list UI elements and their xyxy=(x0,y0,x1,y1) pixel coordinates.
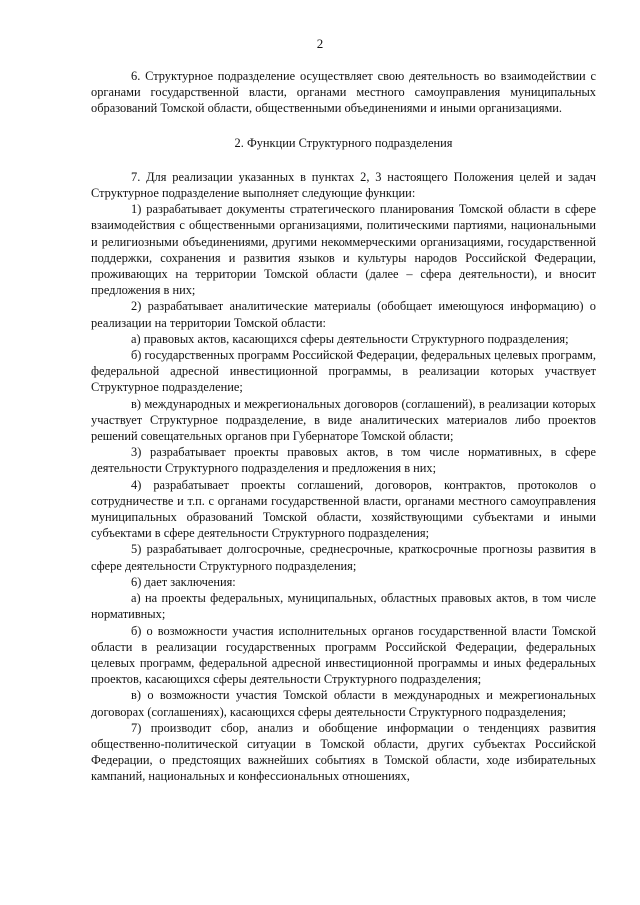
paragraph-7: 7. Для реализации указанных в пунктах 2, 3 настоящего Положения целей и задач Структурное подразделение выполняет следующие функции: xyxy=(91,169,596,201)
function-7: 7) производит сбор, анализ и обобщение информации о тенденциях развития общественно-политической ситуации в Томской области, других субъектах Российской Федерации, о предстоящих важнейших событиях в Томской области, ходе избирательных кампаний, национальных и конфессиональных отношениях, xyxy=(91,720,596,784)
function-5: 5) разрабатывает долгосрочные, среднесрочные, краткосрочные прогнозы развития в сфере деятельности Структурного подразделения; xyxy=(91,542,596,573)
function-6-b: б) о возможности участия исполнительных органов государственной власти Томской области в реализации государственных программ Российской Федерации, федеральных целевых программ, федеральной адресной инвестиционной программы и иных федеральных проектов, касающихся сферы деятельности Структурного подразделения; xyxy=(91,623,596,687)
function-2-a: а) правовых актов, касающихся сферы деятельности Структурного подразделения; xyxy=(131,331,569,346)
document-body xyxy=(91,68,596,785)
function-6-v: в) о возможности участия Томской области в международных и межрегиональных договорах (соглашениях), касающихся сферы деятельности Структурного подразделения; xyxy=(91,688,596,719)
section-heading: 2. Функции Структурного подразделения xyxy=(234,135,453,150)
page-number: 2 xyxy=(316,36,324,51)
function-3: 3) разрабатывает проекты правовых актов, в том числе нормативных, в сфере деятельности Структурного подразделения и предложения в них; xyxy=(91,445,596,476)
paragraph-6: 6. Структурное подразделение осуществляет свою деятельность во взаимодействии с органами государственной власти, органами местного самоуправления муниципальных образований Томской области, общественными объединениями и иными организациями. xyxy=(91,69,596,116)
function-1: 1) разрабатывает документы стратегического планирования Томской области в сфере взаимодействия с общественными организациями, политическими партиями, национальными и религиозными объединениями, другими некоммерческими организациями, государственной поддержки, сохранения и развития языков и культуры народов Российской Федерации, проживающих на территории Томской области (далее – сфера деятельности), и вносит предложения в них; xyxy=(91,202,596,298)
function-6-a: а) на проекты федеральных, муниципальных, областных правовых актов, в том числе нормативных; xyxy=(91,591,596,622)
function-2-b: б) государственных программ Российской Федерации, федеральных целевых программ, федеральной адресной инвестиционной программы, в реализации которых участвует Структурное подразделение; xyxy=(91,348,596,395)
function-2: 2) разрабатывает аналитические материалы (обобщает имеющуюся информацию) о реализации на территории Томской области: xyxy=(91,299,596,330)
function-2-v: в) международных и межрегиональных договоров (соглашений), в реализации которых участвует Структурное подразделение, в виде аналитических материалов либо проектов решений совещательных органов при Губернаторе Томской области; xyxy=(91,396,596,444)
function-6: 6) дает заключения: xyxy=(131,574,236,589)
function-4: 4) разрабатывает проекты соглашений, договоров, контрактов, протоколов о сотрудничестве и т.п. с органами государственной власти, органами местного самоуправления муниципальных образований Томской области, хозяйствующими субъектами и иными субъектами в сфере деятельности Структурного подразделения; xyxy=(91,477,596,541)
